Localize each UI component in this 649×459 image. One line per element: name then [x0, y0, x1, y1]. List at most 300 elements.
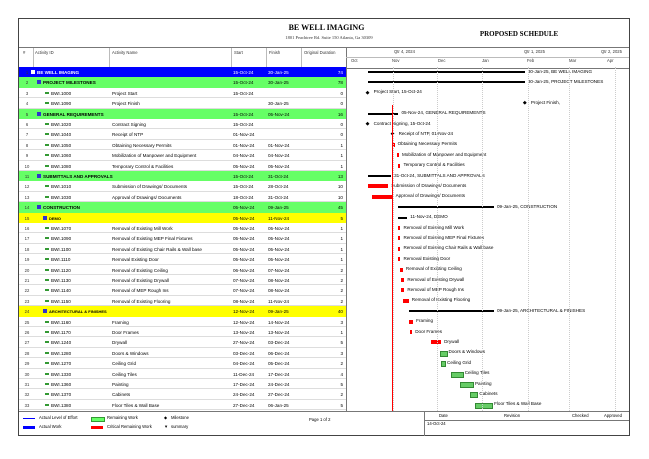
row-number: 29	[24, 361, 30, 367]
table-row[interactable]	[19, 98, 346, 108]
table-row[interactable]	[19, 296, 346, 306]
finish-date: 03-Dec-24	[268, 340, 290, 346]
start-date: 03-Dec-24	[233, 350, 255, 356]
gantt-bar	[451, 372, 463, 378]
month-nov: Nov	[392, 58, 400, 63]
gantt-label: Receipt of NTP, 01-Nov-24	[398, 130, 454, 136]
activity-name: Painting	[112, 382, 129, 387]
duration: 40	[337, 309, 343, 315]
col-activity-name: Activity Name	[112, 50, 138, 55]
activity-id: GENERAL REQUIREMENTS	[43, 111, 104, 117]
activity-id: BWI.1270	[51, 361, 72, 367]
start-date: 15-Oct-24	[233, 90, 254, 96]
start-date: 12-Nov-24	[233, 319, 255, 325]
table-row[interactable]	[19, 88, 346, 98]
duration: 2	[340, 361, 343, 367]
activity-icon	[45, 185, 49, 187]
col-finish: Finish	[269, 50, 281, 55]
table-row[interactable]	[19, 265, 346, 275]
start-date: 05-Nov-24	[233, 226, 255, 231]
month-gridline	[482, 67, 483, 411]
gantt-label: Removal of Existing Flooring	[411, 297, 471, 303]
activity-id: ARCHITECTURAL & FINISHES	[49, 309, 107, 315]
gantt-label: Removal of Existing Drywall	[407, 276, 465, 282]
gantt-label: Temporary Control & Facilities	[403, 162, 465, 168]
row-number: 30	[24, 371, 30, 377]
row-number: 7	[25, 132, 29, 138]
activity-icon	[45, 279, 49, 281]
finish-date: 30-Jan-25	[268, 101, 289, 107]
activity-id: BWI.1370	[51, 392, 72, 398]
finish-date: 08-Nov-24	[268, 278, 290, 283]
activity-id: BWI.1020	[51, 122, 72, 127]
gantt-bar	[400, 268, 403, 272]
activity-icon	[45, 227, 49, 229]
gantt-label: Obtaining Necessary Permits	[397, 141, 458, 147]
wbs-icon	[37, 80, 41, 84]
month-feb: Feb	[527, 58, 535, 63]
duration: 1	[340, 142, 343, 148]
month-jan: Jan	[482, 58, 489, 63]
col-start: Start	[234, 50, 243, 55]
start-date: 15-Oct-24	[233, 70, 254, 75]
activity-name: Project Finish	[112, 101, 140, 107]
activity-icon	[45, 383, 49, 385]
month-oct: Oct	[351, 58, 358, 63]
duration: 0	[340, 122, 343, 127]
start-date: 06-Nov-24	[233, 267, 255, 273]
activity-icon	[45, 321, 49, 323]
activity-icon	[45, 133, 49, 135]
row-number: 1	[25, 70, 29, 75]
table-row[interactable]	[19, 337, 346, 347]
activity-name: Door Frames	[112, 330, 139, 335]
wbs-icon	[37, 112, 41, 116]
gantt-bar	[475, 403, 493, 409]
quarter-1: Qtr 4, 2024	[394, 49, 415, 54]
milestone-marker: ◆	[365, 121, 370, 127]
row-number: 22	[24, 288, 30, 294]
finish-date: 07-Nov-24	[268, 267, 290, 273]
row-number: 31	[24, 382, 30, 387]
activity-icon	[45, 248, 49, 250]
wbs-icon	[43, 309, 47, 313]
gantt-bar	[368, 184, 389, 188]
table-row[interactable]	[19, 379, 346, 389]
row-number: 19	[24, 257, 30, 263]
table-row[interactable]	[19, 389, 346, 399]
table-row[interactable]	[19, 213, 346, 223]
activity-id: BWI.1060	[51, 153, 72, 159]
gantt-bar	[398, 257, 400, 261]
activity-name: Doors & Windows	[112, 350, 149, 356]
activity-icon	[45, 373, 49, 375]
gantt-label: Project Start, 15-Oct-24	[373, 89, 422, 95]
schedule-sheet	[18, 18, 630, 436]
activity-icon	[45, 289, 49, 291]
month-gridline	[437, 67, 438, 411]
activity-id: BWI.1030	[51, 194, 72, 200]
gantt-label: Approval of Drawings/ Documents	[395, 193, 466, 199]
activity-icon	[45, 123, 49, 125]
start-date: 24-Dec-24	[233, 392, 255, 398]
table-row[interactable]	[19, 254, 346, 264]
finish-date: 31-Oct-24	[268, 174, 289, 179]
finish-date: 05-Nov-24	[268, 257, 290, 263]
table-row[interactable]	[19, 140, 346, 150]
gantt-bar	[409, 310, 494, 312]
activity-id: BWI.1090	[51, 101, 72, 107]
gantt-bar	[398, 247, 400, 251]
activity-icon	[45, 341, 49, 343]
activity-id: PROJECT MILESTONES	[43, 80, 96, 86]
row-number: 32	[24, 392, 30, 398]
table-row[interactable]	[19, 285, 346, 295]
table-row[interactable]	[19, 358, 346, 368]
duration: 0	[340, 90, 343, 96]
gantt-label: Doors & Windows	[448, 349, 486, 355]
activity-id: BWI.1090	[51, 236, 72, 242]
finish-date: 05-Nov-24	[268, 111, 290, 117]
row-number: 3	[25, 90, 29, 96]
start-date: 07-Nov-24	[233, 288, 255, 294]
approved-header: Approved	[604, 413, 622, 418]
activity-id: BWI.1240	[51, 340, 72, 346]
finish-date: 11-Nov-24	[268, 215, 290, 221]
table-row[interactable]	[19, 244, 346, 254]
activity-icon	[45, 393, 49, 395]
activity-name: Cabinets	[112, 392, 131, 398]
finish-date: 05-Nov-24	[268, 163, 290, 169]
duration: 1	[340, 236, 343, 242]
checked-header: Checked	[572, 413, 589, 418]
month-gridline	[528, 67, 529, 411]
finish-date: 13-Nov-24	[268, 330, 290, 335]
gantt-bar	[372, 195, 393, 199]
duration: 5	[340, 402, 343, 408]
row-number: 10	[24, 163, 30, 169]
milestone-marker: ◆	[522, 100, 527, 107]
start-date: 05-Nov-24	[233, 205, 255, 211]
row-number: 11	[24, 174, 30, 179]
table-row[interactable]	[19, 119, 346, 129]
gantt-bar	[470, 392, 478, 398]
table-row[interactable]	[19, 202, 346, 212]
wbs-icon	[31, 70, 35, 74]
table-row[interactable]	[19, 306, 346, 316]
duration: 45	[337, 205, 343, 211]
table-row[interactable]	[19, 67, 346, 77]
quarter-2: Qtr 1, 2025	[524, 49, 545, 54]
row-number: 27	[24, 340, 30, 346]
page-number: Page 1 of 2	[309, 417, 331, 422]
duration: 2	[340, 392, 343, 398]
activity-name: Approval of Drawings/ Documents	[112, 194, 182, 200]
start-date: 12-Nov-24	[233, 309, 255, 315]
gantt-label: Removal of MEP Rough Ins	[407, 286, 464, 292]
schedule-title: PROPOSED SCHEDULE	[479, 30, 559, 38]
row-number: 15	[24, 215, 30, 221]
activity-name: Removal of Existing Flooring	[112, 298, 171, 304]
table-row[interactable]	[19, 150, 346, 160]
activity-icon	[45, 237, 49, 239]
duration: 78	[337, 80, 343, 86]
row-number: 23	[24, 298, 30, 304]
gantt-bar	[441, 361, 446, 367]
legend-actual-work: Actual Work	[39, 424, 62, 429]
activity-icon	[45, 196, 49, 198]
row-number: 9	[25, 153, 29, 159]
gantt-bar	[460, 382, 474, 388]
table-row[interactable]	[19, 129, 346, 139]
gantt-bar	[401, 278, 404, 282]
gantt-label: Removal of Existing Ceiling	[405, 266, 462, 272]
start-date: 01-Nov-24	[233, 132, 255, 138]
activity-icon	[45, 269, 49, 271]
activity-name: Removal of Existing Mill Work	[112, 226, 173, 231]
gantt-label: 30-Jan-25, BE WELL IMAGING	[527, 68, 593, 74]
activity-icon	[45, 331, 49, 333]
company-address: 1801 Peachtree Rd. Suite 150 Atlanta, Ga 30309	[285, 35, 373, 40]
table-row[interactable]	[19, 223, 346, 233]
activity-id: BWI.1120	[51, 267, 71, 273]
finish-date: 05-Nov-24	[268, 236, 290, 242]
start-date: 18-Oct-24	[233, 194, 254, 200]
quarter-3: Qtr 2, 2025	[601, 49, 622, 54]
duration: 1	[340, 163, 343, 169]
activity-id: BWI.1040	[51, 132, 72, 138]
activity-grid	[19, 67, 629, 411]
start-date: 15-Oct-24	[233, 122, 254, 127]
gantt-label: 05-Nov-24, GENERAL REQUIREMENTS	[401, 110, 486, 116]
finish-date: 27-Dec-24	[268, 392, 290, 398]
duration: 10	[337, 194, 343, 200]
table-row[interactable]	[19, 400, 346, 410]
gantt-label: Removal Existing Door	[403, 255, 451, 261]
activity-id: BWI.1280	[51, 350, 72, 356]
gantt-bar	[398, 226, 400, 230]
finish-date: 09-Jan-25	[268, 205, 289, 211]
activity-name: Mobilization of Manpower and Equipment	[112, 153, 197, 159]
milestone-marker: ◆	[390, 131, 395, 138]
start-date: 11-Dec-24	[233, 371, 255, 377]
start-date: 08-Nov-24	[233, 298, 255, 304]
gantt-bar	[398, 164, 400, 168]
activity-name: Removal Existing Door	[112, 257, 159, 263]
start-date: 05-Nov-24	[233, 257, 255, 263]
table-row[interactable]	[19, 327, 346, 337]
row-number: 18	[24, 246, 30, 252]
finish-date: 09-Jan-25	[268, 309, 289, 315]
row-number: 14	[24, 205, 30, 211]
start-date: 15-Oct-24	[233, 184, 254, 190]
gantt-bar	[409, 320, 413, 324]
activity-id: BWI.1080	[51, 163, 72, 169]
summary-icon: ▼	[164, 424, 169, 429]
finish-date: 30-Jan-25	[268, 80, 289, 86]
activity-icon	[45, 165, 49, 167]
activity-name: Ceiling Grid	[112, 361, 136, 367]
row-number: 8	[25, 142, 29, 148]
finish-date: 01-Nov-24	[268, 142, 290, 148]
date-header: Date	[439, 413, 448, 418]
finish-date: 14-Nov-24	[268, 319, 290, 325]
activity-icon	[45, 258, 49, 260]
row-number: 17	[24, 236, 30, 242]
month-gridline	[569, 67, 570, 411]
activity-icon	[45, 144, 49, 146]
col-num: #	[23, 50, 26, 55]
row-number: 13	[24, 194, 30, 200]
activity-icon	[45, 154, 49, 156]
gantt-bar	[410, 330, 412, 334]
company-title: BE WELL IMAGING	[288, 23, 365, 32]
activity-name: Receipt of NTP	[112, 132, 144, 138]
legend-milestone: Milestone	[171, 415, 189, 420]
activity-name: Ceiling Tiles	[112, 371, 137, 377]
gantt-label: 11-Nov-24, DEMO	[410, 214, 448, 220]
gantt-label: Mobilization of Manpower and Equipment	[401, 151, 487, 157]
gantt-chart	[346, 67, 630, 411]
gantt-bar	[398, 206, 494, 208]
finish-date: 08-Nov-24	[268, 288, 290, 294]
row-number: 4	[25, 101, 29, 107]
duration: 13	[337, 174, 343, 179]
activity-id: BWI.1100	[51, 246, 71, 252]
gantt-label: Contract Signing, 15-Oct-24	[373, 120, 431, 126]
activity-name: Removal of Existing Ceiling	[112, 267, 168, 273]
gantt-label: Ceiling Tiles	[464, 370, 490, 376]
legend-remaining-work: Remaining Work	[107, 415, 138, 420]
start-date: 05-Nov-24	[233, 246, 255, 252]
row-number: 33	[24, 402, 30, 408]
table-row[interactable]	[19, 192, 346, 202]
duration: 0	[340, 132, 343, 138]
table-row[interactable]	[19, 77, 346, 87]
start-date: 05-Nov-24	[233, 215, 255, 221]
activity-id: SUBMITTALS AND APPROVALS	[43, 174, 113, 179]
gantt-bar	[368, 113, 399, 115]
activity-icon	[45, 92, 49, 94]
column-header	[19, 47, 629, 69]
table-row[interactable]	[19, 233, 346, 243]
row-number: 24	[24, 309, 30, 315]
gantt-label: Drywall	[444, 338, 460, 344]
start-date: 13-Nov-24	[233, 330, 255, 335]
duration: 2	[340, 267, 343, 273]
legend-summary: summary	[171, 424, 189, 429]
activity-id: BWI.1130	[51, 278, 71, 283]
start-date: 05-Nov-24	[233, 163, 255, 169]
table-row[interactable]	[19, 181, 346, 191]
activity-icon	[45, 352, 49, 354]
table-row[interactable]	[19, 275, 346, 285]
activity-id: BWI.1050	[51, 142, 72, 148]
duration: 16	[337, 111, 343, 117]
gantt-bar	[368, 81, 525, 83]
gantt-label: Removal of Existing Mill Work	[403, 224, 465, 230]
row-number: 25	[24, 319, 30, 325]
legend-critical-remaining: Critical Remaining Work	[107, 424, 152, 429]
duration: 74	[337, 70, 343, 75]
finish-date: 05-Dec-24	[268, 361, 290, 367]
table-row[interactable]	[19, 369, 346, 379]
activity-name: Removal of Existing MEP Final Fixtures	[112, 236, 193, 242]
activity-name: Removal of Existing Drywall	[112, 278, 169, 283]
milestone-icon: ◆	[164, 415, 168, 420]
gantt-label: Door Frames	[415, 328, 443, 334]
wbs-icon	[43, 216, 47, 220]
month-gridline	[615, 67, 616, 411]
row-number: 20	[24, 267, 30, 273]
activity-id: BWI.1380	[51, 402, 72, 408]
activity-id: BWI.1110	[51, 257, 71, 263]
gantt-label: 09-Jan-25, CONSTRUCTION	[497, 203, 558, 209]
duration: 5	[340, 340, 343, 346]
start-date: 04-Nov-24	[233, 153, 255, 159]
activity-name: Obtaining Necessary Permits	[112, 142, 172, 148]
month-apr: Apr	[607, 58, 614, 63]
gantt-label: 09-Jan-25, ARCHITECTURAL & FINISHES	[497, 307, 586, 313]
milestone-marker: ◆	[365, 89, 370, 96]
table-row[interactable]	[19, 317, 346, 327]
gantt-bar	[368, 175, 392, 177]
wbs-icon	[37, 205, 41, 209]
duration: 1	[340, 330, 343, 335]
start-date: 27-Dec-24	[233, 402, 255, 408]
activity-name: Floor Tiles & Wall Base	[112, 402, 160, 408]
start-date: 17-Dec-24	[233, 382, 255, 387]
activity-name: Temporary Control & Facilities	[112, 163, 174, 169]
activity-id: CONSTRUCTION	[43, 205, 81, 211]
row-number: 16	[24, 226, 30, 231]
activity-id: BWI.1170	[51, 330, 71, 335]
duration: 1	[340, 226, 343, 231]
activity-id: BWI.1070	[51, 226, 72, 231]
gantt-label: Removal of Existing Chair Rails & Wall base	[403, 245, 494, 251]
duration: 0	[340, 101, 343, 107]
table-row[interactable]	[19, 348, 346, 358]
finish-date: 31-Oct-24	[268, 194, 289, 200]
activity-icon	[45, 362, 49, 364]
legend	[19, 411, 629, 437]
duration: 1	[340, 257, 343, 263]
start-date: 05-Nov-24	[233, 236, 255, 242]
duration: 2	[340, 278, 343, 283]
table-row[interactable]	[19, 171, 346, 181]
row-number: 21	[24, 278, 30, 283]
dependency-line	[392, 105, 393, 411]
activity-icon	[45, 300, 49, 302]
gantt-bar	[398, 236, 400, 240]
row-number: 5	[25, 111, 29, 117]
gantt-bar	[398, 217, 407, 219]
activity-icon	[45, 404, 49, 406]
finish-date: 06-Dec-24	[268, 350, 290, 356]
gantt-label: Framing	[416, 318, 434, 324]
start-date: 01-Nov-24	[233, 142, 255, 148]
gantt-label: 30-Jan-25, PROJECT MILESTONES	[527, 78, 604, 84]
duration: 3	[340, 350, 343, 356]
activity-name: Contract Signing	[112, 122, 146, 127]
row-number: 26	[24, 330, 30, 335]
table-row[interactable]	[19, 161, 346, 171]
gantt-bar	[397, 153, 399, 157]
finish-date: 05-Nov-24	[268, 226, 290, 231]
table-row[interactable]	[19, 109, 346, 119]
duration: 3	[340, 319, 343, 325]
row-number: 28	[24, 350, 30, 356]
